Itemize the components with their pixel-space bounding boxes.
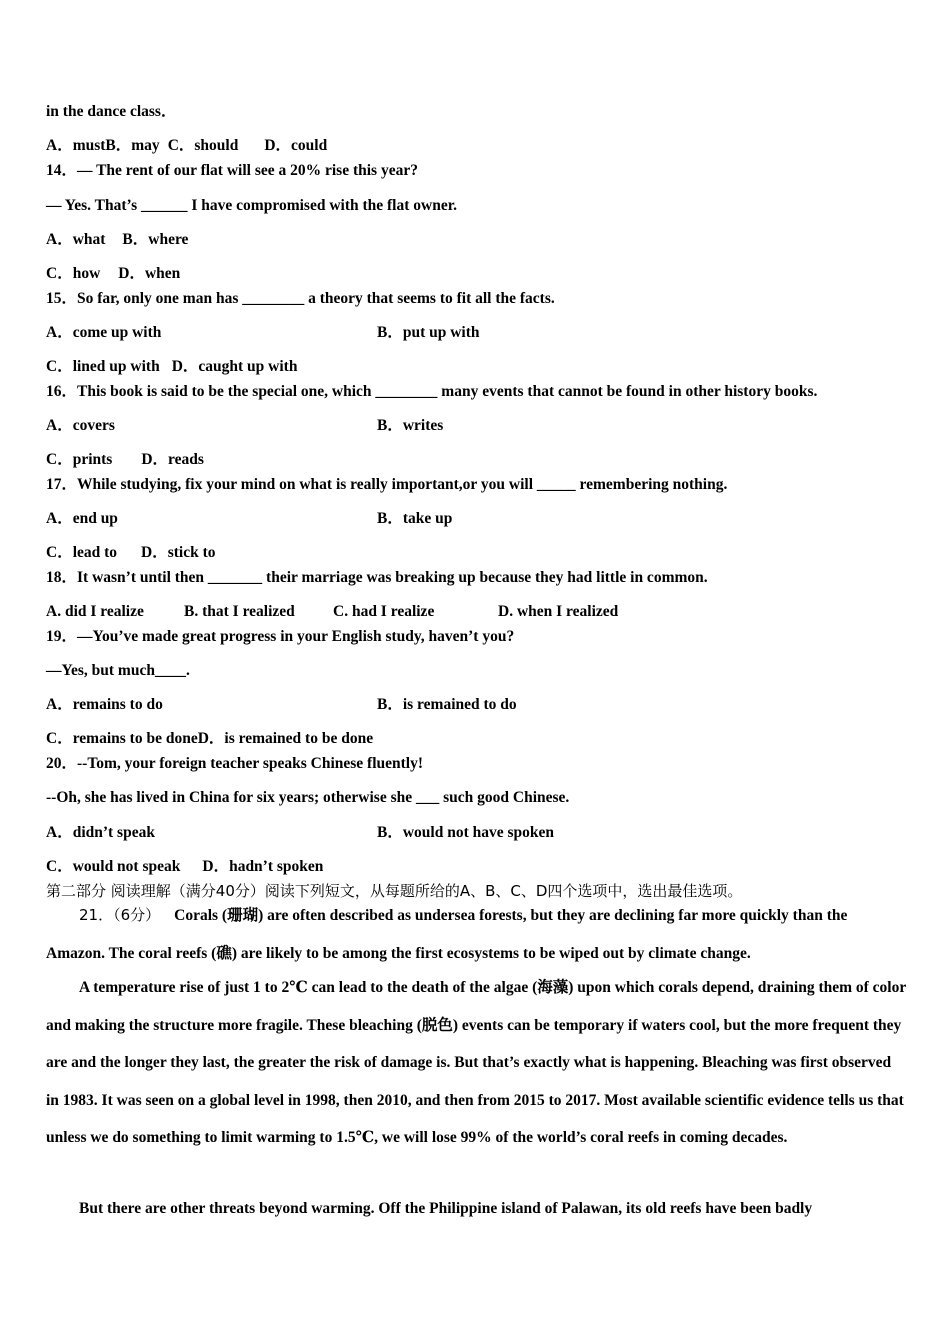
q17-option-d: D．stick to bbox=[141, 544, 216, 561]
q17-option-a: A．end up bbox=[46, 510, 118, 527]
q20-options-cd bbox=[46, 857, 323, 877]
q15-option-b: B．put up with bbox=[377, 324, 480, 341]
q18-option-b: B. that I realized bbox=[184, 603, 295, 620]
q13-stem-tail: in the dance class． bbox=[46, 103, 177, 120]
q14-option-d: D．when bbox=[118, 265, 181, 282]
q15-option-d: D．caught up with bbox=[171, 358, 298, 375]
q20-option-c: C．would not speak bbox=[46, 858, 181, 875]
q14-stem: 14．— The rent of our flat will see a 20% rise this year? bbox=[46, 162, 418, 179]
q19-options-cd bbox=[46, 729, 373, 749]
q13-option-b: B．may bbox=[105, 137, 160, 154]
q19-option-c: C．remains to be done bbox=[46, 730, 198, 747]
q15-options-ab bbox=[46, 323, 480, 343]
passage-paragraph-2: A temperature rise of just 1 to 2℃ can lead to the death of the algae (海藻) upon which corals depend, draining them of color and making the structure more fragile. These bleaching (脱色) events can be temporary if waters cool, but the more frequent they are and the longer they last, the greater the risk of damage is. But that’s exactly what is happening. Bleaching was first observed in 1983. It was seen on a global level in 1998, then 2010, and then from 2015 to 2017. Most available scientific evidence tells us that unless we do something to limit warming to 1.5℃, we will lose 99% of the world’s coral reefs in coming decades. bbox=[46, 979, 906, 1146]
q20-stem: 20．--Tom, your foreign teacher speaks Chinese fluently! bbox=[46, 755, 424, 772]
q14-options-cd bbox=[46, 264, 180, 284]
q17-options-ab bbox=[46, 509, 453, 529]
q15-options-cd bbox=[46, 357, 297, 377]
q16-stem: 16．This book is said to be the special one, which ________ many events that cannot be found in other history books. bbox=[46, 383, 818, 400]
q15-option-a: A．come up with bbox=[46, 324, 162, 341]
q20-reply: --Oh, she has lived in China for six years; otherwise she ___ such good Chinese. bbox=[46, 789, 570, 806]
q16-option-b: B．writes bbox=[377, 417, 444, 434]
section2-heading: 第二部分 阅读理解（满分40分）阅读下列短文，从每题所给的A、B、C、D四个选项中，选出最佳选项。 bbox=[46, 882, 743, 900]
q17-options-cd bbox=[46, 543, 216, 563]
passage-paragraph-1-text: Corals (珊瑚) are often described as undersea forests, but they are declining far more quickly than the Amazon. The coral reefs (礁) are likely to be among the first ecosystems to be wiped out by climate change. bbox=[46, 907, 848, 962]
q20-option-d: D．hadn’t spoken bbox=[202, 858, 324, 875]
q19-stem: 19．—You’ve made great progress in your English study, haven’t you? bbox=[46, 628, 515, 645]
q19-option-a: A．remains to do bbox=[46, 696, 163, 713]
q15-stem: 15．So far, only one man has ________ a theory that seems to fit all the facts. bbox=[46, 290, 555, 307]
q16-option-c: C．prints bbox=[46, 451, 113, 468]
q14-options-ab bbox=[46, 230, 188, 250]
q16-option-d: D．reads bbox=[141, 451, 204, 468]
q13-option-d: D．could bbox=[264, 137, 328, 154]
q13-option-c: C．should bbox=[167, 137, 239, 154]
question-number-21: 21．（6分） bbox=[79, 906, 161, 924]
passage-paragraph-1 bbox=[46, 897, 906, 972]
q15-option-c: C．lined up with bbox=[46, 358, 160, 375]
q19-option-b: B．is remained to do bbox=[377, 696, 517, 713]
q14-reply: — Yes. That’s ______ I have compromised with the flat owner. bbox=[46, 197, 458, 214]
q13-option-a: A．must bbox=[46, 137, 106, 154]
q18-option-a: A. did I realize bbox=[46, 603, 144, 620]
q14-option-a: A．what bbox=[46, 231, 106, 248]
q14-option-b: B．where bbox=[122, 231, 189, 248]
q19-reply: —Yes, but much____. bbox=[46, 662, 190, 679]
passage-paragraph-3: But there are other threats beyond warming. Off the Philippine island of Palawan, its old reefs have been badly bbox=[79, 1200, 813, 1217]
q16-options-ab bbox=[46, 416, 444, 436]
q13-options bbox=[46, 136, 327, 156]
q17-option-c: C．lead to bbox=[46, 544, 118, 561]
q20-option-b: B．would not have spoken bbox=[377, 824, 555, 841]
q19-options-ab bbox=[46, 695, 517, 715]
q19-option-d: D．is remained to be done bbox=[197, 730, 374, 747]
q18-stem: 18．It wasn’t until then _______ their marriage was breaking up because they had little in common. bbox=[46, 569, 708, 586]
q20-option-a: A．didn’t speak bbox=[46, 824, 155, 841]
q18-option-c: C. had I realize bbox=[333, 603, 435, 620]
q18-option-d: D. when I realized bbox=[498, 603, 619, 620]
q16-option-a: A．covers bbox=[46, 417, 115, 434]
q16-options-cd bbox=[46, 450, 204, 470]
q20-options-ab bbox=[46, 823, 555, 843]
q17-option-b: B．take up bbox=[377, 510, 453, 527]
q14-option-c: C．how bbox=[46, 265, 101, 282]
q17-stem: 17．While studying, fix your mind on what is really important,or you will _____ remembering nothing. bbox=[46, 476, 728, 493]
